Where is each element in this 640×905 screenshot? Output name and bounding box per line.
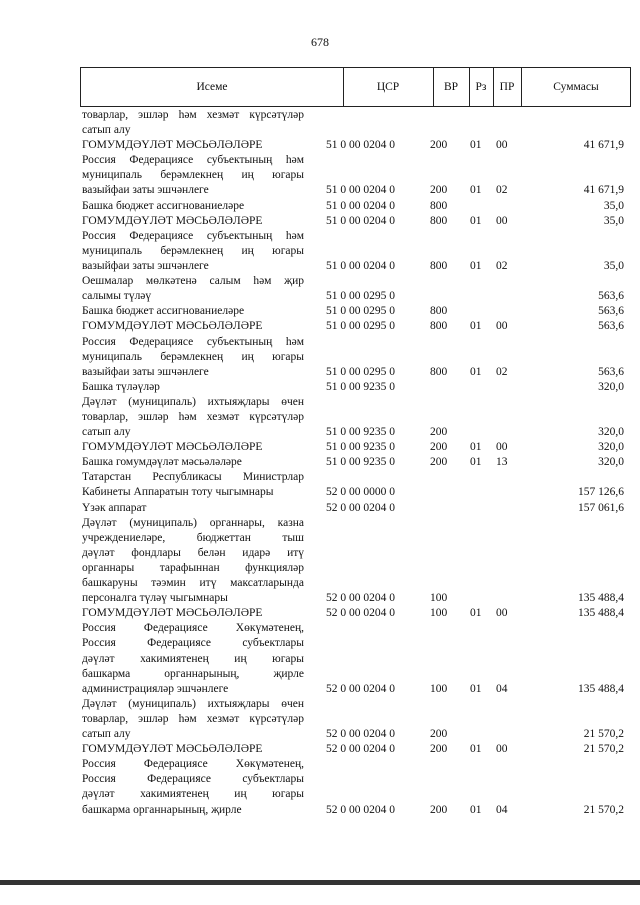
row-vr: 200 xyxy=(430,184,448,197)
row-name-line: Россия Федерациясе субъектының һәм xyxy=(82,154,304,167)
row-vr: 200 xyxy=(430,456,448,469)
row-pr: 00 xyxy=(496,320,508,333)
row-pr: 00 xyxy=(496,743,508,756)
table-row xyxy=(0,199,640,214)
row-rz: 01 xyxy=(470,803,482,816)
row-name-line: муниципаль берәмлекнең иң югары xyxy=(82,169,304,182)
table-row xyxy=(0,606,640,621)
table-row xyxy=(0,742,640,757)
table-row xyxy=(0,319,640,334)
row-vr: 200 xyxy=(430,441,448,454)
table-row xyxy=(0,621,640,697)
header-name: Исеме xyxy=(196,81,228,93)
row-vr: 100 xyxy=(430,682,448,695)
row-csr: 52 0 00 0204 0 xyxy=(326,803,395,816)
row-vr: 800 xyxy=(430,214,448,227)
row-name-line: товарлар, эшләр һәм хезмәт күрсәтүләр xyxy=(82,712,304,725)
row-csr: 51 0 00 0204 0 xyxy=(326,139,395,152)
row-rz: 01 xyxy=(470,139,482,152)
row-name-line: Үзәк аппарат xyxy=(82,501,147,514)
row-sum: 320,0 xyxy=(598,426,624,439)
row-sum: 35,0 xyxy=(603,199,624,212)
row-pr: 04 xyxy=(496,803,508,816)
row-sum: 35,0 xyxy=(603,214,624,227)
row-name xyxy=(82,138,304,153)
header-sum: Суммасы xyxy=(553,81,599,93)
row-rz: 01 xyxy=(470,259,482,272)
header-rz: Рз xyxy=(475,81,487,93)
row-vr: 200 xyxy=(430,426,448,439)
row-name-line: Башка бюджет ассигнованиеләре xyxy=(82,199,245,212)
table-row xyxy=(0,697,640,742)
row-name xyxy=(82,153,304,198)
row-csr: 51 0 00 0295 0 xyxy=(326,305,395,318)
row-name-line: Россия Федерациясе субъектының һәм xyxy=(82,335,304,348)
table-row xyxy=(0,274,640,304)
row-name-line: персоналга түләү чыгымнары xyxy=(82,592,228,605)
row-vr: 800 xyxy=(430,199,448,212)
row-name-line: ГОМУМДӘҮЛӘТ МӘСЬӘЛӘЛӘРЕ xyxy=(82,214,263,227)
table-row xyxy=(0,380,640,395)
row-name-line: ГОМУМДӘҮЛӘТ МӘСЬӘЛӘЛӘРЕ xyxy=(82,743,263,756)
row-sum: 135 488,4 xyxy=(578,607,624,620)
row-rz: 01 xyxy=(470,682,482,695)
row-name xyxy=(82,606,304,621)
row-name xyxy=(82,380,304,395)
row-name-line: Дәүләт (муниципаль) ихтыяҗлары өчен xyxy=(82,697,304,710)
row-name-line: сатып алу xyxy=(82,426,131,439)
row-name xyxy=(82,455,304,470)
row-sum: 563,6 xyxy=(598,320,624,333)
row-sum: 157 126,6 xyxy=(578,486,624,499)
row-rz: 01 xyxy=(470,441,482,454)
row-name-line: товарлар, эшләр һәм хезмәт күрсәтүләр xyxy=(82,109,304,121)
row-name-line: вазыйфаи заты эшчәнлеге xyxy=(82,259,209,272)
row-sum: 41 671,9 xyxy=(583,139,624,152)
row-sum: 563,6 xyxy=(598,305,624,318)
row-csr: 51 0 00 9235 0 xyxy=(326,380,395,393)
row-vr: 800 xyxy=(430,320,448,333)
row-name xyxy=(82,742,304,757)
row-csr: 51 0 00 0295 0 xyxy=(326,365,395,378)
table-row xyxy=(0,214,640,229)
row-rz: 01 xyxy=(470,320,482,333)
row-name-line: Башка гомумдәүләт мәсьәләләре xyxy=(82,456,242,469)
row-name xyxy=(82,501,304,516)
row-csr: 52 0 00 0204 0 xyxy=(326,592,395,605)
row-name-line: ГОМУМДӘҮЛӘТ МӘСЬӘЛӘЛӘРЕ xyxy=(82,320,263,333)
row-name-line: Россия Федерациясе субъектлары xyxy=(82,773,304,786)
row-rz: 01 xyxy=(470,214,482,227)
row-csr: 52 0 00 0204 0 xyxy=(326,728,395,741)
row-name-line: муниципаль берәмлекнең иң югары xyxy=(82,350,304,363)
table-row xyxy=(0,229,640,274)
row-sum: 21 570,2 xyxy=(583,743,624,756)
table-header xyxy=(80,67,631,107)
row-vr: 800 xyxy=(430,305,448,318)
row-name xyxy=(82,304,304,319)
row-name-line: ГОМУМДӘҮЛӘТ МӘСЬӘЛӘЛӘРЕ xyxy=(82,139,263,152)
row-csr: 51 0 00 9235 0 xyxy=(326,426,395,439)
row-vr: 800 xyxy=(430,365,448,378)
row-csr: 52 0 00 0204 0 xyxy=(326,607,395,620)
row-name xyxy=(82,470,304,500)
table-row xyxy=(0,138,640,153)
row-name-line: башкарма органнарының, җирле xyxy=(82,803,242,816)
row-name-line: товарлар, эшләр һәм хезмәт күрсәтүләр xyxy=(82,410,304,423)
row-sum: 563,6 xyxy=(598,365,624,378)
row-sum: 135 488,4 xyxy=(578,682,624,695)
row-sum: 135 488,4 xyxy=(578,592,624,605)
page-bottom-edge xyxy=(0,880,640,885)
row-name-line: Дәүләт (муниципаль) ихтыяҗлары өчен xyxy=(82,395,304,408)
row-name xyxy=(82,319,304,334)
row-rz: 01 xyxy=(470,743,482,756)
table-row xyxy=(0,153,640,198)
row-name-line: Дәүләт (муниципаль) органнары, казна xyxy=(82,516,304,529)
row-csr: 52 0 00 0204 0 xyxy=(326,682,395,695)
row-sum: 320,0 xyxy=(598,456,624,469)
row-sum: 21 570,2 xyxy=(583,803,624,816)
row-pr: 00 xyxy=(496,441,508,454)
table-row xyxy=(0,335,640,380)
row-name-line: вазыйфаи заты эшчәнлеге xyxy=(82,365,209,378)
table-row xyxy=(0,470,640,500)
header-vr: ВР xyxy=(443,81,459,93)
row-pr: 02 xyxy=(496,184,508,197)
row-csr: 52 0 00 0000 0 xyxy=(326,486,395,499)
row-csr: 51 0 00 0295 0 xyxy=(326,320,395,333)
row-name-line: Татарстан Республикасы Министрлар xyxy=(82,471,304,484)
row-name-line: Башка түләүләр xyxy=(82,380,160,393)
row-name-line: Россия Федерациясе субъектының һәм xyxy=(82,229,304,242)
row-name xyxy=(82,757,304,817)
row-pr: 00 xyxy=(496,607,508,620)
row-vr: 100 xyxy=(430,592,448,605)
row-name-line: органнары тарафыннан функцияләр xyxy=(82,561,304,574)
row-name-line: ГОМУМДӘҮЛӘТ МӘСЬӘЛӘЛӘРЕ xyxy=(82,607,263,620)
table-row xyxy=(0,395,640,440)
row-name xyxy=(82,335,304,380)
row-name-line: Россия Федерациясе Хөкүмәтенең, xyxy=(82,758,304,771)
row-csr: 52 0 00 0204 0 xyxy=(326,501,395,514)
row-vr: 200 xyxy=(430,743,448,756)
row-csr: 52 0 00 0204 0 xyxy=(326,743,395,756)
row-csr: 51 0 00 9235 0 xyxy=(326,441,395,454)
table-row xyxy=(0,304,640,319)
row-csr: 51 0 00 0295 0 xyxy=(326,290,395,303)
row-name-line: дәүләт хакимиятенең иң югары xyxy=(82,788,304,801)
row-name-line: салымы түләү xyxy=(82,290,152,303)
row-vr: 200 xyxy=(430,803,448,816)
row-name xyxy=(82,229,304,274)
row-pr: 00 xyxy=(496,214,508,227)
row-sum: 21 570,2 xyxy=(583,728,624,741)
row-pr: 04 xyxy=(496,682,508,695)
row-pr: 02 xyxy=(496,259,508,272)
row-name-line: Башка бюджет ассигнованиеләре xyxy=(82,305,245,318)
row-vr: 200 xyxy=(430,139,448,152)
row-name-line: Оешмалар мөлкәтенә салым һәм җир xyxy=(82,275,304,288)
row-sum: 157 061,6 xyxy=(578,501,624,514)
row-sum: 320,0 xyxy=(598,380,624,393)
row-name xyxy=(82,697,304,742)
table-row xyxy=(0,440,640,455)
page-number: 678 xyxy=(311,35,329,49)
row-rz: 01 xyxy=(470,607,482,620)
row-name-line: сатып алу xyxy=(82,728,131,741)
row-rz: 01 xyxy=(470,456,482,469)
row-name-line: сатып алу xyxy=(82,124,131,137)
row-vr: 100 xyxy=(430,607,448,620)
row-name-line: Россия Федерациясе субъектлары xyxy=(82,637,304,650)
header-csr: ЦСР xyxy=(376,81,400,93)
row-pr: 13 xyxy=(496,456,508,469)
row-name xyxy=(82,440,304,455)
table-row xyxy=(0,516,640,607)
row-name-line: муниципаль берәмлекнең иң югары xyxy=(82,244,304,257)
row-name-line: дәүләт фондлары белән идарә итү xyxy=(82,546,304,559)
header-pr: ПР xyxy=(499,81,515,93)
row-name xyxy=(82,395,304,440)
row-csr: 51 0 00 0204 0 xyxy=(326,184,395,197)
row-pr: 02 xyxy=(496,365,508,378)
row-sum: 35,0 xyxy=(603,259,624,272)
row-name-line: башкаруны тәэмин итү максатларында xyxy=(82,577,304,590)
table-row xyxy=(0,455,640,470)
row-csr: 51 0 00 9235 0 xyxy=(326,456,395,469)
row-name-line: башкарма органнарының, җирле xyxy=(82,667,304,680)
row-csr: 51 0 00 0204 0 xyxy=(326,199,395,212)
row-name xyxy=(82,274,304,304)
row-name xyxy=(82,108,304,138)
row-sum: 41 671,9 xyxy=(583,184,624,197)
row-name xyxy=(82,214,304,229)
row-sum: 563,6 xyxy=(598,290,624,303)
row-name-line: Россия Федерациясе Хөкүмәтенең, xyxy=(82,622,304,635)
row-name xyxy=(82,621,304,696)
row-name-line: дәүләт хакимиятенең иң югары xyxy=(82,652,304,665)
row-name xyxy=(82,516,304,607)
row-vr: 800 xyxy=(430,259,448,272)
row-csr: 51 0 00 0204 0 xyxy=(326,259,395,272)
row-name-line: вазыйфаи заты эшчәнлеге xyxy=(82,184,209,197)
row-csr: 51 0 00 0204 0 xyxy=(326,214,395,227)
row-pr: 00 xyxy=(496,139,508,152)
table-row xyxy=(0,108,640,138)
table-row xyxy=(0,501,640,516)
row-name-line: ГОМУМДӘҮЛӘТ МӘСЬӘЛӘЛӘРЕ xyxy=(82,441,263,454)
row-sum: 320,0 xyxy=(598,441,624,454)
row-vr: 200 xyxy=(430,728,448,741)
row-rz: 01 xyxy=(470,365,482,378)
row-name xyxy=(82,199,304,214)
table-row xyxy=(0,757,640,817)
row-name-line: администрацияләр эшчәнлеге xyxy=(82,682,229,695)
row-name-line: Кабинеты Аппаратын тоту чыгымнары xyxy=(82,486,274,499)
row-name-line: учреждениеләре, бюджеттан тыш xyxy=(82,531,304,544)
row-rz: 01 xyxy=(470,184,482,197)
